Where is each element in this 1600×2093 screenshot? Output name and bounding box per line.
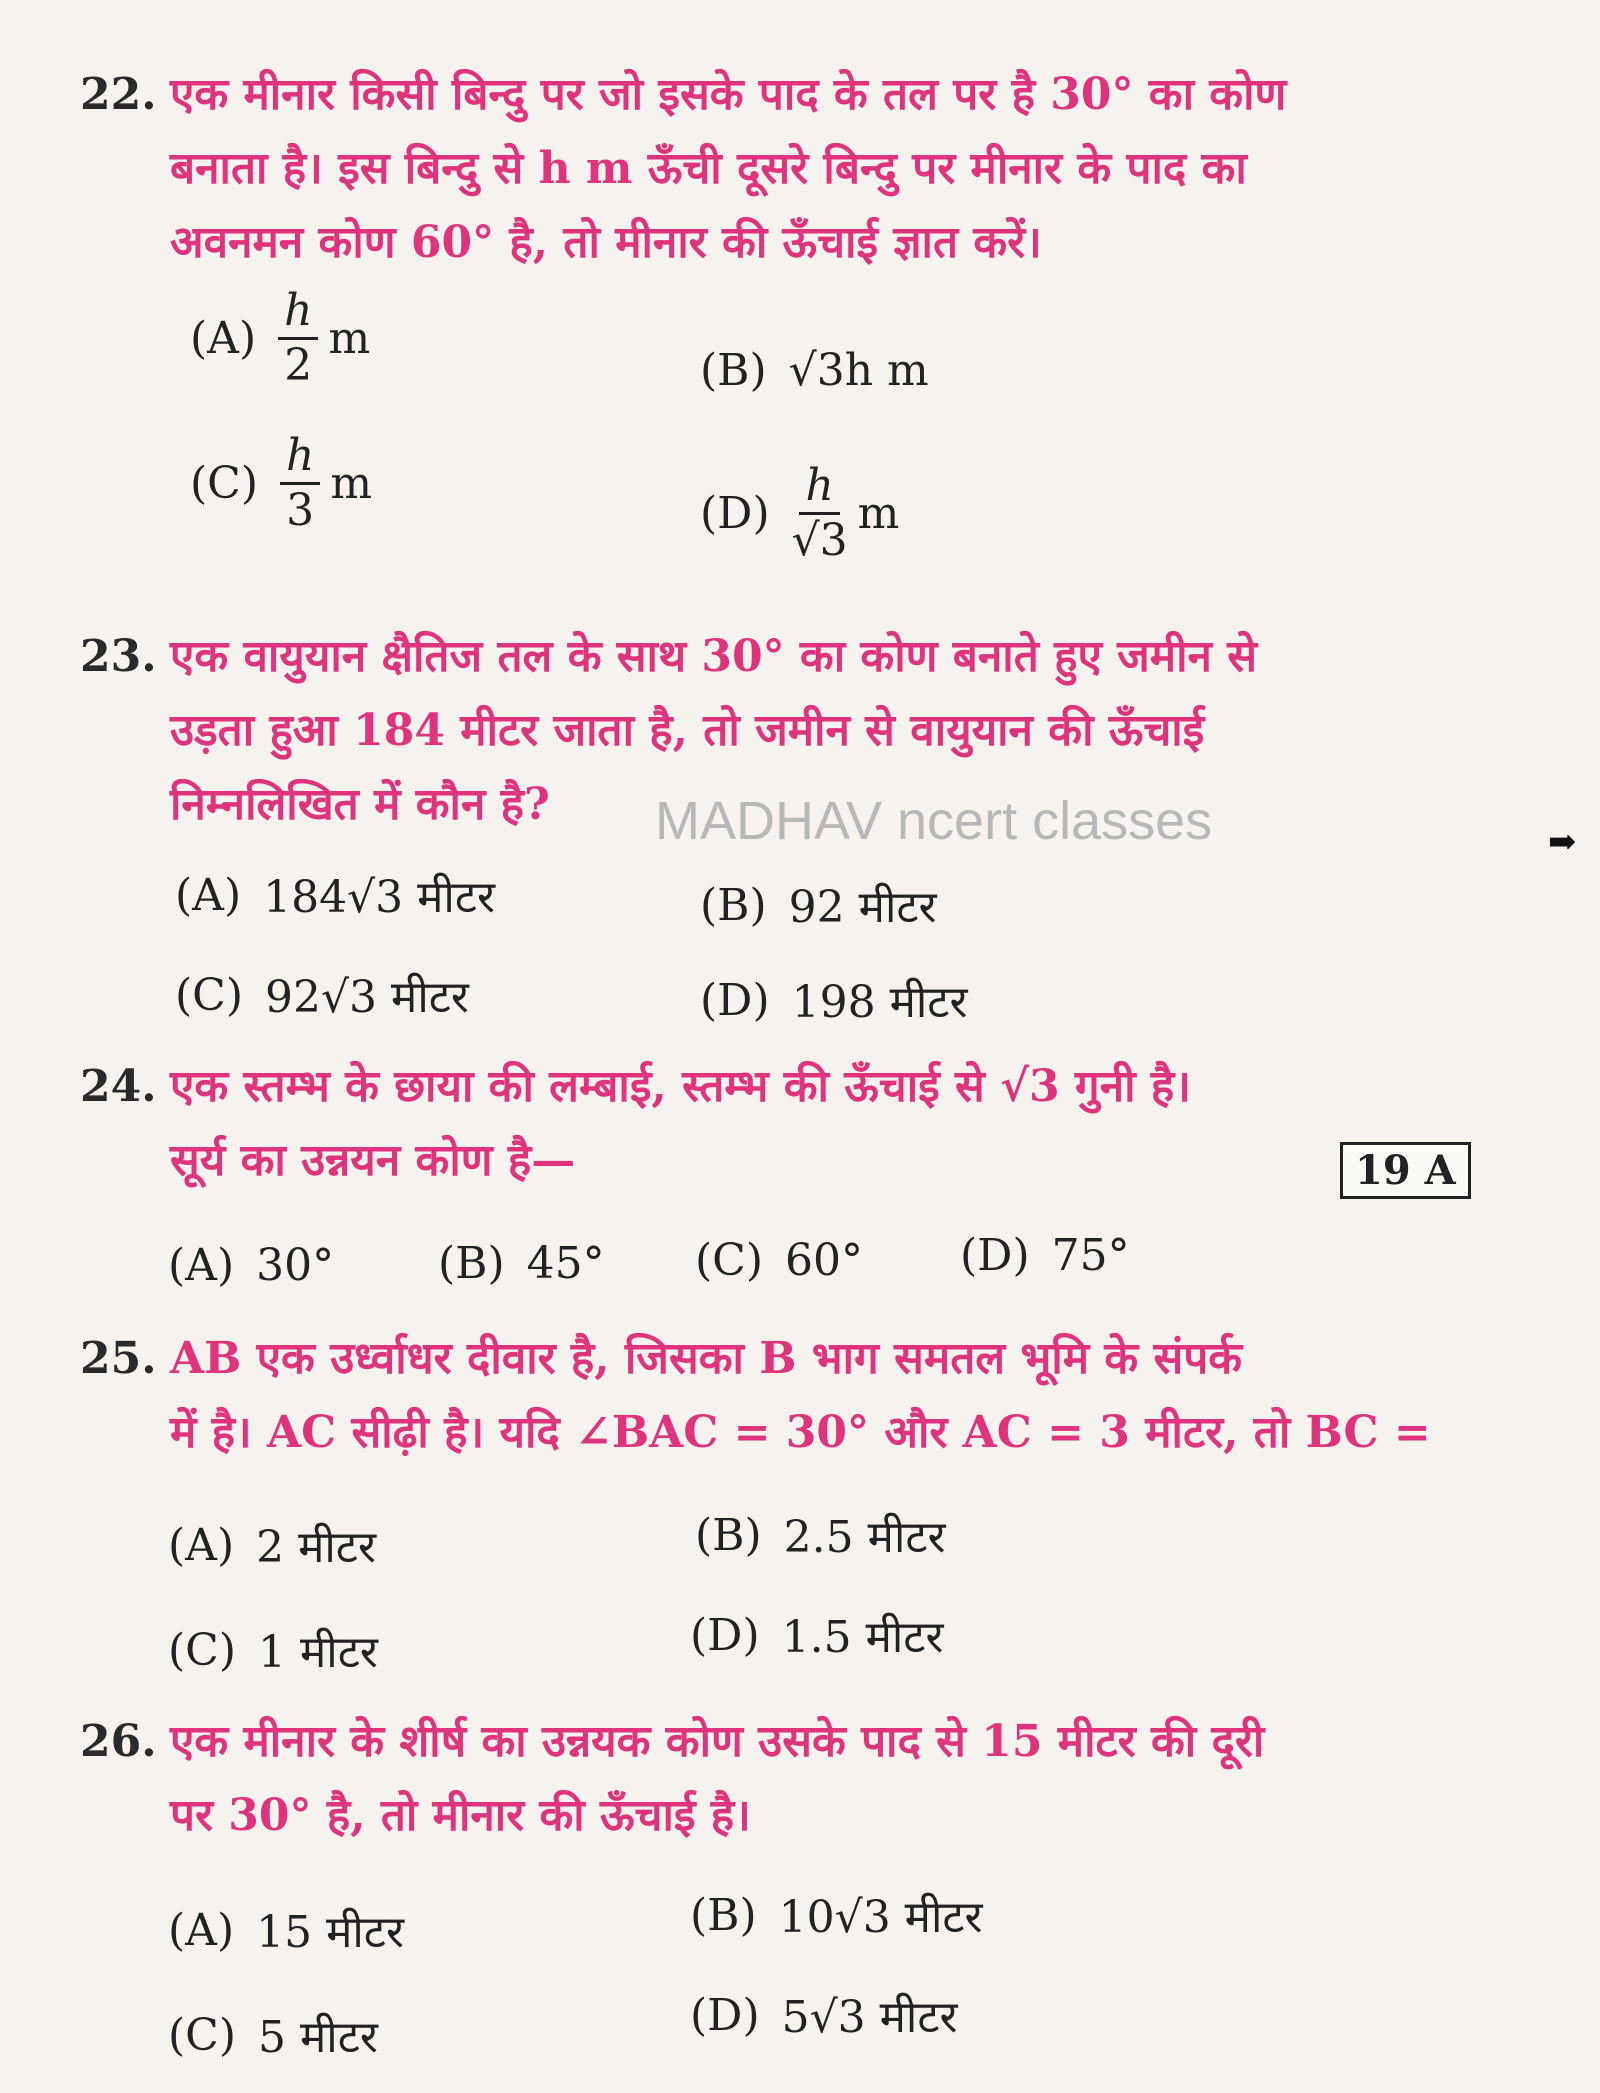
option-22-d: (D) $\frac{h}{√3}$ m (700, 460, 900, 566)
option-label: (B) (690, 1889, 757, 1941)
question-number: 24. (80, 1061, 157, 1112)
option-text: 5 मीटर (258, 2012, 378, 2063)
option-label: (D) (960, 1230, 1030, 1281)
option-label: (C) (695, 1235, 763, 1286)
question-line: 23. एक वायुयान क्षैतिज तल के साथ 30° का कोण बनाते हुए जमीन से (80, 620, 1480, 694)
option-text: 1 मीटर (258, 1627, 378, 1678)
question-24 (80, 1050, 1480, 1198)
option-22-b (700, 345, 929, 396)
option-26-a (168, 1900, 404, 1960)
question-line: में है। AC सीढ़ी है। यदि ∠BAC = 30° और AC = 3 मीटर, तो BC = (170, 1407, 1431, 1458)
option-24-a (168, 1240, 334, 1291)
option-label: (D) (700, 488, 770, 539)
question-line: निम्नलिखित में कौन है? (170, 779, 550, 830)
exam-year-badge: 19 A (1340, 1142, 1471, 1199)
option-label: (D) (690, 1989, 760, 2041)
option-22-c: (C) $\frac{h}{3}$ m (190, 430, 373, 536)
option-26-c (168, 2005, 378, 2065)
option-label: (A) (168, 1519, 235, 1571)
option-label: (B) (695, 1509, 762, 1561)
question-line: अवनमन कोण 60° है, तो मीनार की ऊँचाई ज्ञात करें। (170, 217, 1042, 268)
option-25-b (695, 1505, 946, 1565)
option-label: (A) (175, 869, 242, 921)
option-text: 184√3 मीटर (263, 872, 495, 923)
option-text: 92 मीटर (788, 882, 937, 933)
question-26 (80, 1705, 1480, 1853)
option-label: (A) (168, 1904, 235, 1956)
option-text: 15 मीटर (256, 1907, 404, 1958)
question-number: 26. (80, 1716, 157, 1767)
option-label: (C) (175, 969, 243, 1021)
option-label: (C) (190, 458, 258, 509)
option-label: (A) (190, 313, 257, 364)
question-line: बनाता है। इस बिन्दु से h m ऊँची दूसरे बिन्दु पर मीनार के पाद का (170, 143, 1247, 194)
option-text: 45° (526, 1238, 605, 1289)
option-22-a: (A) $\frac{h}{2}$ m (190, 285, 371, 391)
option-label: (C) (168, 1624, 236, 1676)
fraction: $\frac{h}{2}$ (278, 285, 318, 392)
fraction: $\frac{h}{3}$ (280, 430, 320, 537)
option-text: 10√3 मीटर (778, 1892, 983, 1943)
option-label: (A) (168, 1240, 235, 1291)
question-line: 26. एक मीनार के शीर्ष का उन्नयक कोण उसके पाद से 15 मीटर की दूरी (80, 1705, 1480, 1779)
question-line: पर 30° है, तो मीनार की ऊँचाई है। (170, 1790, 751, 1841)
option-text: 198 मीटर (791, 977, 968, 1028)
question-number: 22. (80, 69, 157, 120)
option-text: 2 मीटर (256, 1522, 376, 1573)
option-23-b (700, 875, 937, 935)
option-24-b (438, 1238, 605, 1289)
question-line: सूर्य का उन्नयन कोण है— (170, 1135, 576, 1186)
option-text: 60° (785, 1235, 863, 1286)
question-number: 25. (80, 1333, 157, 1384)
option-label: (B) (700, 345, 767, 396)
option-23-c (175, 965, 469, 1025)
option-text: 2.5 मीटर (783, 1512, 946, 1563)
option-26-b (690, 1885, 983, 1945)
question-line: 25. AB एक उर्ध्वाधर दीवार है, जिसका B भाग समतल भूमि के संपर्क (80, 1322, 1480, 1396)
option-25-c (168, 1620, 378, 1680)
option-label: (B) (700, 879, 767, 931)
question-line: 24. एक स्तम्भ के छाया की लम्बाई, स्तम्भ की ऊँचाई से √3 गुनी है। (80, 1050, 1480, 1124)
option-text: 5√3 मीटर (781, 1992, 958, 2043)
option-25-d (690, 1605, 943, 1665)
option-label: (B) (438, 1238, 505, 1289)
question-number: 23. (80, 631, 157, 682)
arrow-right-icon: ➡ (1548, 822, 1577, 862)
option-label: (D) (700, 974, 770, 1026)
option-24-c (695, 1235, 863, 1286)
question-line: 22. एक मीनार किसी बिन्दु पर जो इसके पाद के तल पर है 30° का कोण (80, 58, 1480, 132)
option-label: (D) (690, 1609, 760, 1661)
option-23-d (700, 970, 967, 1030)
fraction: $\frac{h}{√3}$ (791, 460, 848, 566)
option-23-a (175, 865, 495, 925)
option-text: 92√3 मीटर (265, 972, 469, 1023)
option-25-a (168, 1515, 376, 1575)
option-label: (C) (168, 2009, 236, 2061)
question-line: उड़ता हुआ 184 मीटर जाता है, तो जमीन से वायुयान की ऊँचाई (170, 705, 1205, 756)
option-26-d (690, 1985, 958, 2045)
question-25 (80, 1322, 1480, 1470)
option-24-d (960, 1230, 1130, 1281)
option-text: 1.5 मीटर (781, 1612, 944, 1663)
option-text: 75° (1051, 1230, 1130, 1281)
option-text: √3h m (788, 345, 929, 396)
option-text: 30° (256, 1240, 335, 1291)
question-22 (80, 58, 1480, 280)
watermark: MADHAV ncert classes (655, 791, 1213, 851)
